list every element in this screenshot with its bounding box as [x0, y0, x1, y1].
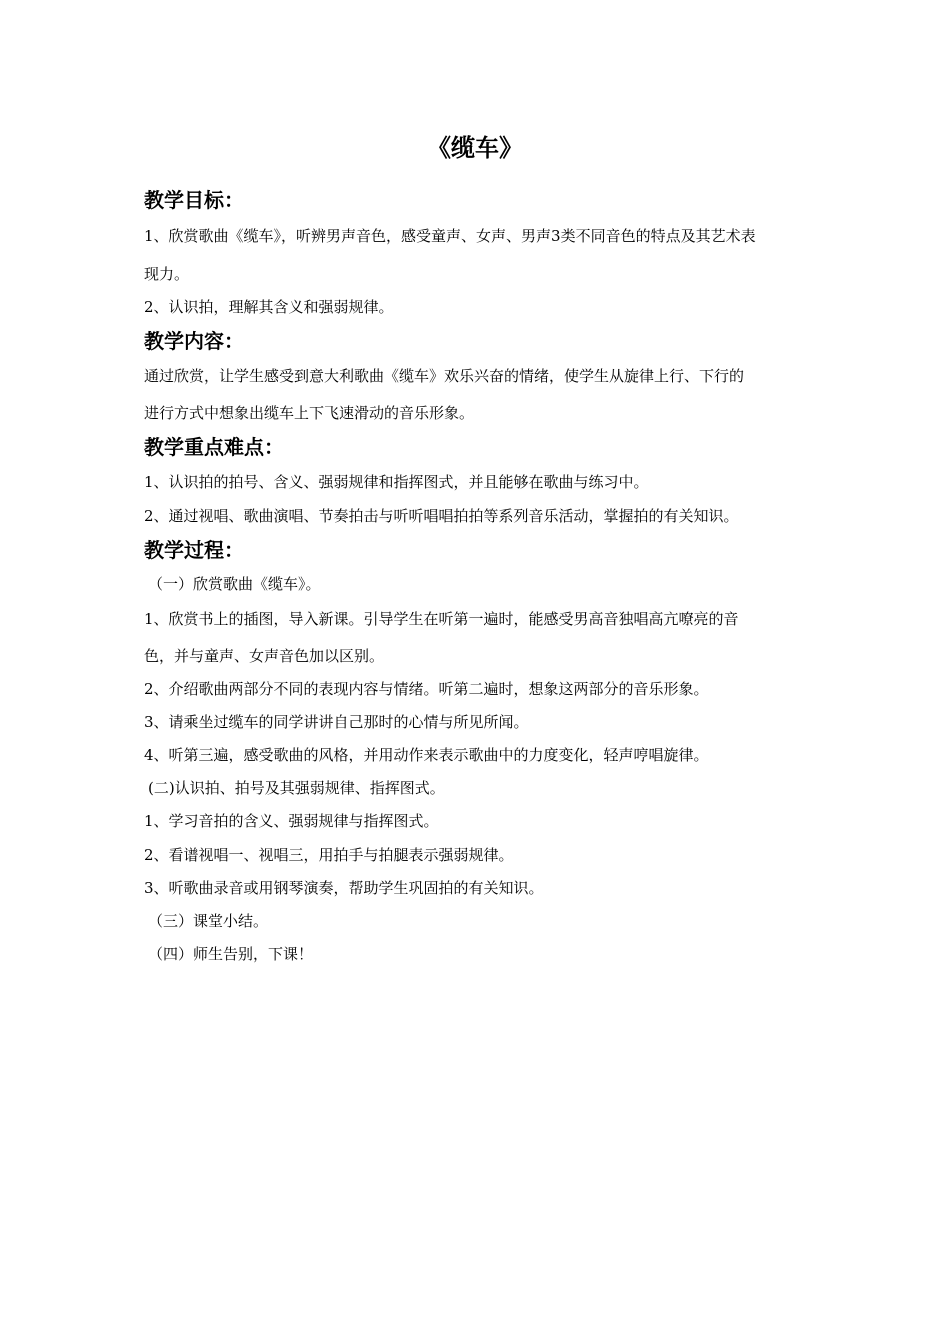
section-heading-objectives: 教学目标： — [144, 188, 244, 212]
section-heading-key-points: 教学重点难点： — [144, 435, 284, 459]
content-line-2: 进行方式中想象出缆车上下飞速滑动的音乐形象。 — [144, 404, 475, 422]
process-line-10: 3、听歌曲录音或用钢琴演奏，帮助学生巩固拍的有关知识。 — [144, 879, 544, 897]
document-title: 《缆车》 — [427, 134, 523, 162]
section-heading-content: 教学内容： — [144, 329, 244, 353]
process-line-2: 1、欣赏书上的插图，导入新课。引导学生在听第一遍时，能感受男高音独唱高亢嘹亮的音 — [144, 610, 739, 628]
process-line-12: （四）师生告别，下课！ — [148, 945, 314, 963]
objectives-line-1: 1、欣赏歌曲《缆车》，听辨男声音色，感受童声、女声、男声3类不同音色的特点及其艺术表 — [144, 227, 756, 245]
section-heading-process: 教学过程： — [144, 538, 244, 562]
process-line-8: 1、学习音拍的含义、强弱规律与指挥图式。 — [144, 812, 439, 830]
key-points-line-1: 1、认识拍的拍号、含义、强弱规律和指挥图式，并且能够在歌曲与练习中。 — [144, 473, 649, 491]
process-line-6: 4、听第三遍，感受歌曲的风格，并用动作来表示歌曲中的力度变化，轻声哼唱旋律。 — [144, 746, 709, 764]
process-line-9: 2、看谱视唱一、视唱三，用拍手与拍腿表示强弱规律。 — [144, 846, 514, 864]
process-line-7: (二)认识拍、拍号及其强弱规律、指挥图式。 — [148, 779, 445, 797]
process-line-5: 3、请乘坐过缆车的同学讲讲自己那时的心情与所见所闻。 — [144, 713, 529, 731]
process-line-3: 色，并与童声、女声音色加以区别。 — [144, 647, 385, 665]
objectives-line-2: 现力。 — [144, 265, 190, 283]
process-line-1: （一）欣赏歌曲《缆车》。 — [148, 575, 321, 593]
content-line-1: 通过欣赏，让学生感受到意大利歌曲《缆车》欢乐兴奋的情绪，使学生从旋律上行、下行的 — [144, 367, 745, 385]
process-line-11: （三）课堂小结。 — [148, 912, 269, 930]
process-line-4: 2、介绍歌曲两部分不同的表现内容与情绪。听第二遍时，想象这两部分的音乐形象。 — [144, 680, 709, 698]
objectives-line-3: 2、认识拍，理解其含义和强弱规律。 — [144, 298, 394, 316]
key-points-line-2: 2、通过视唱、歌曲演唱、节奏拍击与听听唱唱拍拍等系列音乐活动，掌握拍的有关知识。 — [144, 507, 739, 525]
